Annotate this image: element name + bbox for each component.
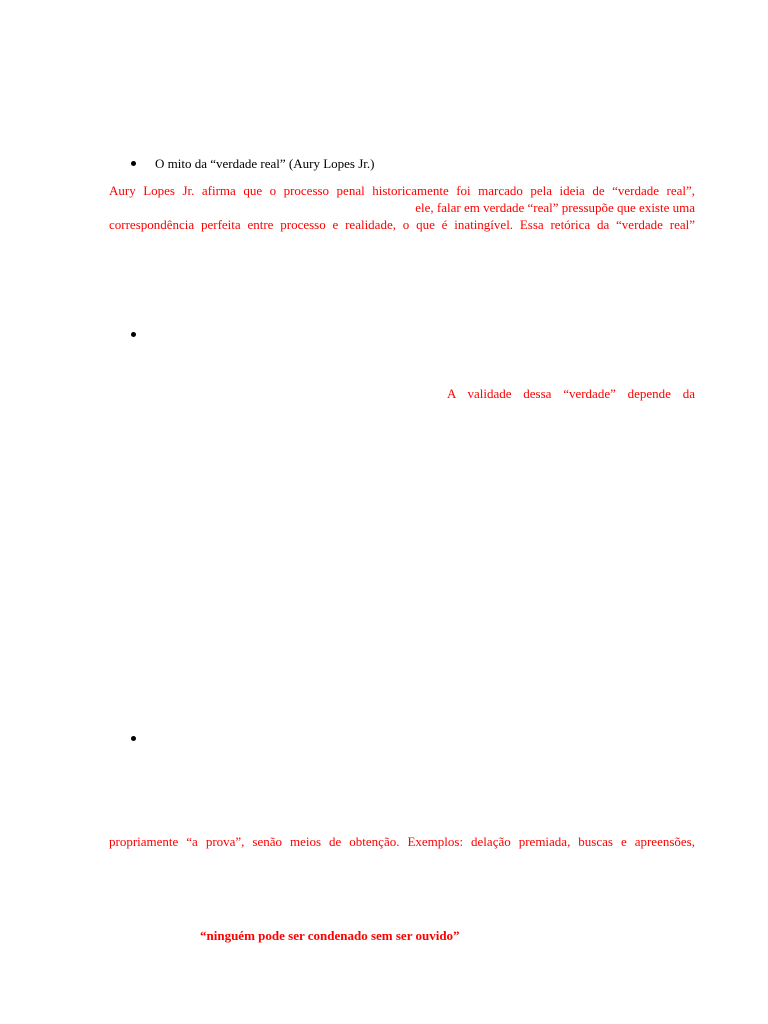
bullet-marker-3: [131, 736, 136, 741]
paragraph-line-3: correspondência perfeita entre processo e realidade, o que é inatingível. Essa retórica da “verdade real”: [109, 217, 695, 232]
bullet-marker-2: [131, 332, 136, 337]
paragraph-line-4: A validade dessa “verdade” depende da: [447, 386, 695, 401]
section-heading: O mito da “verdade real” (Aury Lopes Jr.): [155, 156, 375, 171]
bold-quote: “ninguém pode ser condenado sem ser ouvido”: [200, 928, 460, 943]
paragraph-line-2: ele, falar em verdade “real” pressupõe que existe uma: [415, 200, 695, 215]
bullet-marker-1: [131, 161, 136, 166]
paragraph-line-1: Aury Lopes Jr. afirma que o processo penal historicamente foi marcado pela ideia de “verdade real”,: [109, 183, 695, 198]
paragraph-line-5: propriamente “a prova”, senão meios de obtenção. Exemplos: delação premiada, buscas e apreensões,: [109, 834, 695, 849]
